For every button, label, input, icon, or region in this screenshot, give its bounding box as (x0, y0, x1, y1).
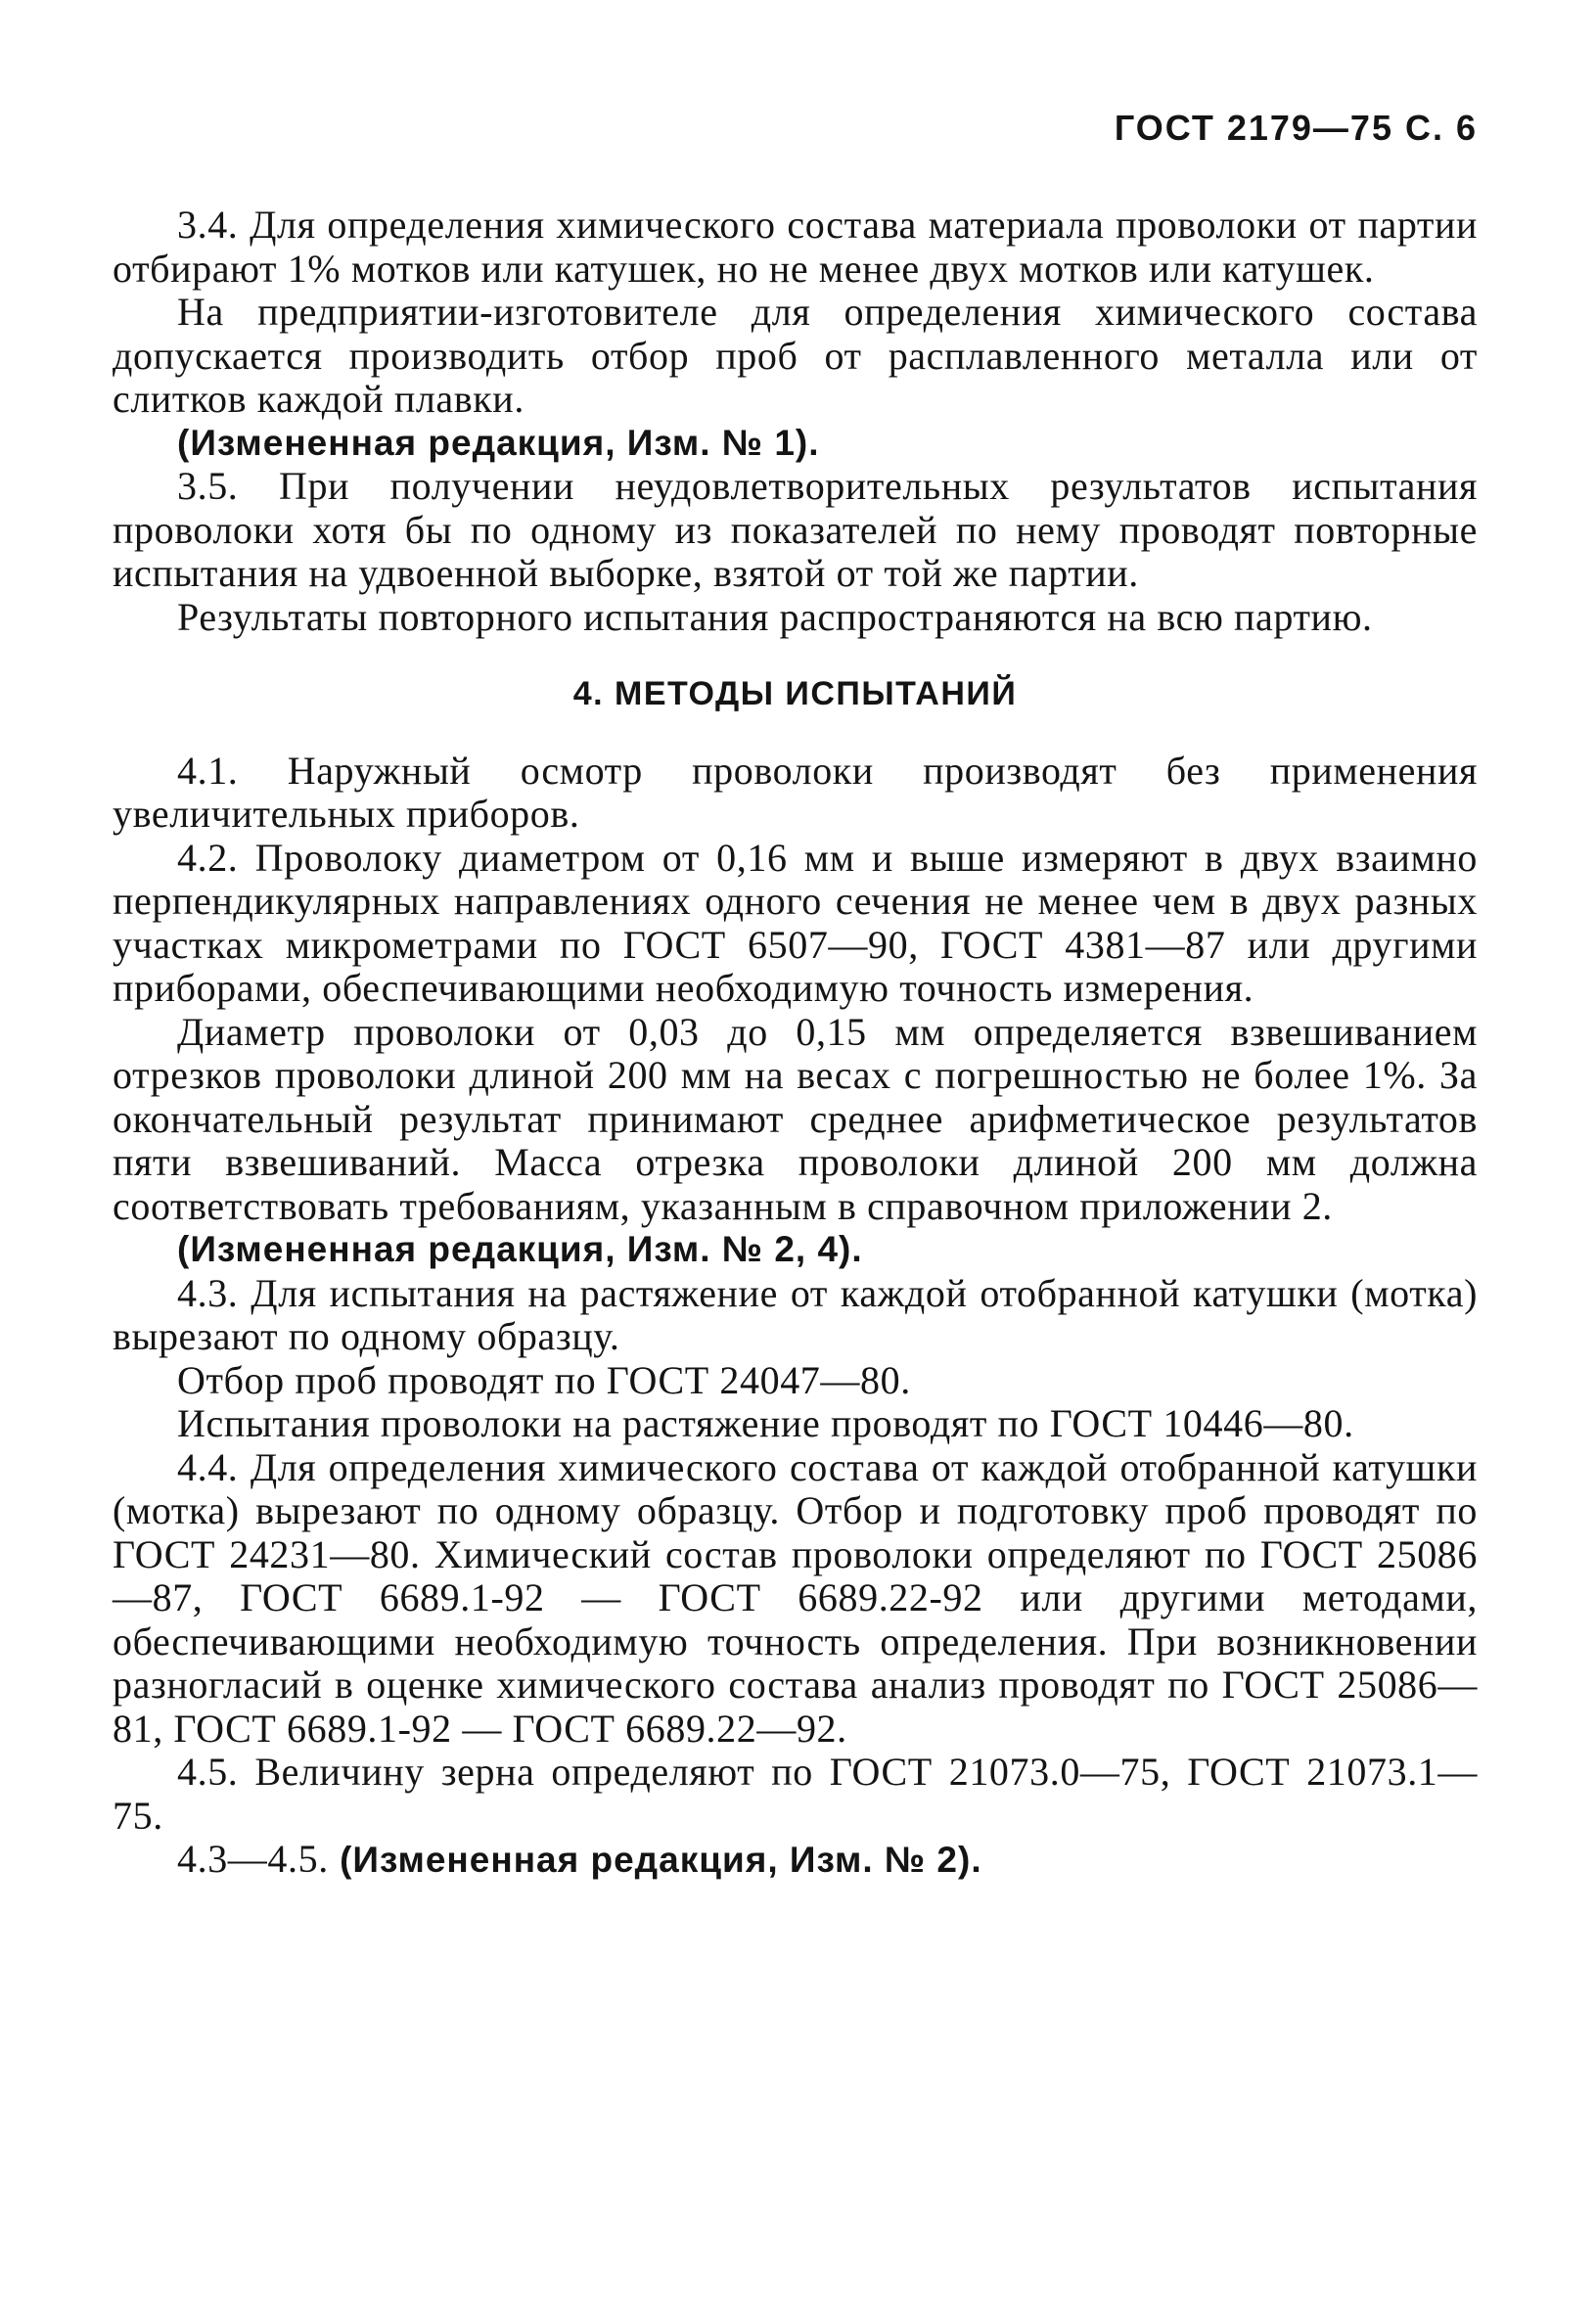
paragraph-3-5-continuation: Результаты повторного испытания распространяются на всю партию. (177, 594, 1373, 639)
amendment-final-text: (Измененная редакция, Изм. № 2). (340, 1840, 982, 1880)
section-4-title: 4. МЕТОДЫ ИСПЫТАНИЙ (572, 675, 1018, 712)
paragraph-3-4-continuation: На предприятии-изготовителе для определения химического состава допускается производить отбор проб от расплавленного металла или от слитков каждой плавки. (113, 290, 1478, 421)
document-body (113, 204, 1478, 1883)
amendment-final-prefix: 4.3—4.5. (177, 1837, 329, 1881)
paragraph-4-3-sampling: Отбор проб проводят по ГОСТ 24047—80. (177, 1357, 911, 1402)
paragraph-4-5: 4.5. Величину зерна определяют по ГОСТ 21073.0—75, ГОСТ 21073.1—75. (113, 1750, 1478, 1838)
paragraph-4-3-testing: Испытания проволоки на растяжение проводят по ГОСТ 10446—80. (177, 1401, 1354, 1445)
document-page (113, 108, 1478, 1883)
paragraph-4-1: 4.1. Наружный осмотр проволоки производят без применения увеличительных приборов. (113, 748, 1478, 836)
paragraph-3-5: 3.5. При получении неудовлетворительных результатов испытания проволоки хотя бы по одному из показателей по нему проводят повторные испытания на удвоенной выборке, взятой от той же партии. (113, 464, 1478, 595)
amendment-note-final (113, 1838, 1478, 1883)
paragraph-4-4: 4.4. Для определения химического состава от каждой отобранной катушки (мотка) вырезают по одному образцу. Отбор и подготовку проб проводят по ГОСТ 24231—80. Химический состав проволоки определяют по ГОСТ 25086—87, ГОСТ 6689.1-92 — ГОСТ 6689.22-92 или другими методами, обеспечивающими необходимую точность определения. При возникновении разногласий в оценке химического состава анализ проводят по ГОСТ 25086—81, ГОСТ 6689.1-92 — ГОСТ 6689.22—92. (113, 1444, 1478, 1751)
paragraph-4-2-continuation: Диаметр проволоки от 0,03 до 0,15 мм определяется взвешиванием отрезков проволоки длиной 200 мм на весах с погрешностью не более 1%. За окончательный результат принимают среднее арифметическое результатов пяти взвешиваний. Масса отрезка проволоки длиной 200 мм должна соответствовать требованиям, указанным в справочном приложении 2. (113, 1009, 1478, 1228)
paragraph-4-3: 4.3. Для испытания на растяжение от каждой отобранной катушки (мотка) вырезают по одному образцу. (113, 1270, 1478, 1358)
paragraph-4-2: 4.2. Проволоку диаметром от 0,16 мм и выше измеряют в двух взаимно перпендикулярных направлениях одного сечения не менее чем в двух разных участках микрометрами по ГОСТ 6507—90, ГОСТ 4381—87 или другими приборами, обеспечивающими необходимую точность измерения. (113, 835, 1478, 1010)
paragraph-3-4: 3.4. Для определения химического состава материала проволоки от партии отбирают 1% мотков или катушек, но не менее двух мотков или катушек. (113, 203, 1478, 291)
amendment-note-2-4: (Измененная редакция, Изм. № 2, 4). (177, 1229, 863, 1269)
page-header: ГОСТ 2179—75 С. 6 (1114, 108, 1478, 148)
amendment-note-1: (Измененная редакция, Изм. № 1). (177, 422, 820, 463)
